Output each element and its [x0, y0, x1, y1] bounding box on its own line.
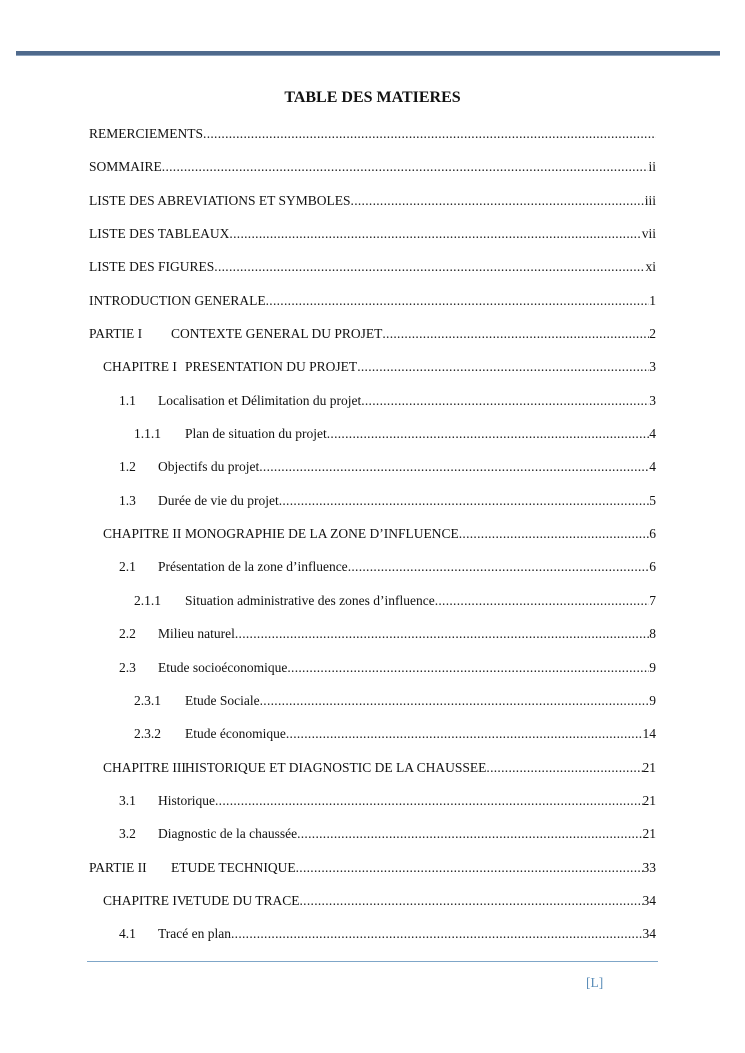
toc-entry-title: Localisation et Délimitation du projet — [158, 392, 362, 408]
toc-entry-page: 21 — [642, 792, 656, 808]
toc-entry-title: Diagnostic de la chaussée — [158, 826, 298, 842]
toc-entry[interactable] — [89, 555, 656, 588]
toc-entry-number: 2.1.1 — [134, 592, 161, 608]
toc-entry-page: 6 — [649, 559, 656, 575]
header-rule — [16, 51, 720, 56]
toc-entry-page: 34 — [642, 926, 656, 942]
toc-entry-page: 9 — [649, 692, 656, 708]
dot-leader — [231, 922, 643, 946]
toc-entry[interactable] — [89, 222, 656, 255]
dot-leader — [214, 255, 645, 279]
toc-entry-page: 3 — [649, 359, 656, 375]
dot-leader — [203, 122, 656, 146]
toc-entry[interactable] — [89, 189, 656, 222]
toc-entry[interactable] — [89, 489, 656, 522]
toc-entry-page: 4 — [649, 426, 656, 442]
toc-entry-title: LISTE DES FIGURES — [89, 259, 215, 275]
toc-entry-number: 2.3.2 — [134, 726, 161, 742]
toc-entry[interactable] — [89, 822, 656, 855]
toc-entry[interactable] — [89, 656, 656, 689]
toc-entry-title: LISTE DES TABLEAUX — [89, 226, 230, 242]
toc-entry-number: 1.3 — [119, 492, 136, 508]
footer-page-label: [L] — [586, 975, 604, 990]
toc-entry-number: 2.1 — [119, 559, 136, 575]
toc-entry-title: Présentation de la zone d’influence — [158, 559, 348, 575]
dot-leader — [296, 856, 643, 880]
toc-entry-title: Etude économique — [185, 726, 286, 742]
dot-leader — [279, 489, 650, 513]
toc-entry-number: 4.1 — [119, 926, 136, 942]
toc-entry-page: 33 — [642, 859, 656, 875]
toc-entry-page: 8 — [649, 626, 656, 642]
toc-entry-title: REMERCIEMENTS — [89, 126, 204, 141]
toc-entry-number: 3.2 — [119, 826, 136, 842]
toc-entry-title: PRESENTATION DU PROJET — [185, 359, 358, 375]
toc-entry-number: PARTIE II — [89, 859, 147, 875]
toc-entry[interactable] — [89, 355, 656, 388]
toc-entry-page: ii — [648, 159, 656, 175]
toc-entry-page: 2 — [649, 326, 656, 342]
dot-leader — [259, 455, 649, 479]
toc-entry-page: 6 — [649, 526, 656, 542]
toc-entry-number: CHAPITRE IV — [103, 892, 187, 908]
toc-entry-title: Durée de vie du projet — [158, 492, 279, 508]
dot-leader — [435, 589, 650, 613]
toc-entry[interactable] — [89, 622, 656, 655]
toc-entry-title: SOMMAIRE — [89, 159, 162, 175]
toc-entry[interactable] — [89, 455, 656, 488]
toc-entry[interactable] — [89, 722, 656, 755]
toc-entry-title: INTRODUCTION GENERALE — [89, 292, 266, 308]
table-of-contents — [89, 122, 656, 956]
toc-entry-title: CONTEXTE GENERAL DU PROJET — [171, 326, 383, 342]
toc-entry-number: CHAPITRE III — [103, 759, 186, 775]
dot-leader — [327, 422, 650, 446]
dot-leader — [382, 322, 649, 346]
toc-entry-number: 1.1 — [119, 392, 136, 408]
toc-entry-page: 21 — [642, 759, 656, 775]
toc-entry-page: 9 — [649, 659, 656, 675]
dot-leader — [287, 656, 649, 680]
dot-leader — [486, 756, 642, 780]
toc-entry-page: xi — [645, 259, 656, 275]
toc-entry[interactable] — [89, 289, 656, 322]
toc-entry-title: Plan de situation du projet — [185, 426, 327, 442]
toc-entry-number: 1.2 — [119, 459, 136, 475]
toc-entry[interactable] — [89, 856, 656, 889]
dot-leader — [235, 622, 649, 646]
toc-entry-page: vii — [641, 226, 656, 242]
dot-leader — [348, 555, 650, 579]
dot-leader — [361, 389, 649, 413]
toc-entry-title: LISTE DES ABREVIATIONS ET SYMBOLES — [89, 192, 351, 208]
toc-entry-title: Etude socioéconomique — [158, 659, 288, 675]
toc-entry-number: 2.2 — [119, 626, 136, 642]
toc-entry-number: CHAPITRE I — [103, 359, 177, 375]
toc-entry-page: 3 — [649, 392, 656, 408]
toc-entry-page: 7 — [649, 592, 656, 608]
toc-entry-title: Tracé en plan — [158, 926, 231, 942]
toc-entry-title: MONOGRAPHIE DE LA ZONE D’INFLUENCE — [185, 526, 459, 542]
toc-entry[interactable] — [89, 756, 656, 789]
dot-leader — [459, 522, 650, 546]
toc-entry[interactable] — [89, 689, 656, 722]
dot-leader — [266, 289, 650, 313]
toc-entry-number: 1.1.1 — [134, 426, 161, 442]
toc-entry-title: Etude Sociale — [185, 692, 260, 708]
toc-entry-page: 34 — [642, 892, 656, 908]
dot-leader — [260, 689, 650, 713]
toc-entry-page: iii — [644, 192, 656, 208]
toc-entry-title: Objectifs du projet — [158, 459, 260, 475]
dot-leader — [357, 355, 649, 379]
toc-entry-title: Milieu naturel — [158, 626, 235, 642]
dot-leader — [286, 722, 643, 746]
toc-entry[interactable] — [89, 789, 656, 822]
toc-entry[interactable] — [89, 122, 656, 155]
toc-entry[interactable] — [89, 522, 656, 555]
page-title: TABLE DES MATIERES — [284, 89, 461, 106]
dot-leader — [297, 822, 642, 846]
toc-entry-number: 2.3.1 — [134, 692, 161, 708]
toc-entry-page: 14 — [642, 726, 656, 742]
toc-entry-number: PARTIE I — [89, 326, 143, 342]
toc-entry-title: Situation administrative des zones d’influence — [185, 592, 435, 608]
toc-entry[interactable] — [89, 155, 656, 188]
dot-leader — [162, 155, 649, 179]
toc-entry-page: 21 — [642, 826, 656, 842]
toc-entry-page: 5 — [649, 492, 656, 508]
dot-leader — [215, 789, 643, 813]
toc-entry[interactable] — [89, 255, 656, 288]
dot-leader — [229, 222, 641, 246]
toc-entry[interactable] — [89, 389, 656, 422]
toc-entry-title: Historique — [158, 792, 215, 808]
toc-entry-page: 1 — [649, 292, 656, 308]
toc-entry[interactable] — [89, 322, 656, 355]
toc-entry-title: HISTORIQUE ET DIAGNOSTIC DE LA CHAUSSEE — [185, 759, 487, 775]
toc-entry-number: 2.3 — [119, 659, 136, 675]
dot-leader — [351, 189, 645, 213]
toc-entry[interactable] — [89, 589, 656, 622]
footer-rule — [87, 961, 658, 962]
toc-entry[interactable] — [89, 922, 656, 955]
toc-entry-title: ETUDE TECHNIQUE — [171, 859, 296, 875]
toc-entry-number: CHAPITRE II — [103, 526, 182, 542]
dot-leader — [300, 889, 643, 913]
toc-entry[interactable] — [89, 422, 656, 455]
toc-entry-title: ETUDE DU TRACE — [185, 892, 300, 908]
toc-entry[interactable] — [89, 889, 656, 922]
toc-entry-number: 3.1 — [119, 792, 136, 808]
toc-entry-page: 4 — [649, 459, 656, 475]
